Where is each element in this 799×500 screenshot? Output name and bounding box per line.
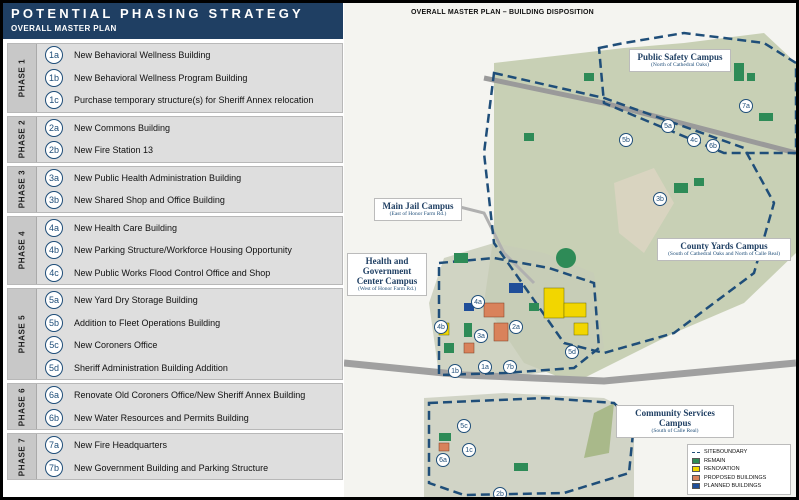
- legend-swatch: [692, 466, 700, 472]
- phase-list: [7, 43, 343, 483]
- phase-item: [37, 357, 342, 380]
- remain-building: [584, 73, 594, 81]
- phase-item: [37, 457, 342, 480]
- remain-jail-hub: [556, 248, 576, 268]
- phase-item: [37, 139, 342, 162]
- phase-item: [37, 289, 342, 312]
- item-badge: 5b: [45, 314, 63, 332]
- item-text: New Public Health Administration Building: [74, 172, 242, 183]
- item-badge: 1a: [45, 46, 63, 64]
- remain-building: [734, 63, 744, 81]
- item-text: New Shared Shop and Office Building: [74, 195, 225, 206]
- renovation-building: [564, 303, 586, 317]
- map-badge-7b: 7b: [503, 360, 517, 374]
- item-badge: 2a: [45, 119, 63, 137]
- map-badge-5a: 5a: [661, 119, 675, 133]
- map-badge-2b: 2b: [493, 487, 507, 497]
- proposed-building: [464, 343, 474, 353]
- proposed-building: [494, 323, 508, 341]
- phase-item: [37, 44, 342, 67]
- map-badge-1a: 1a: [478, 360, 492, 374]
- item-badge: 1c: [45, 91, 63, 109]
- phase-label: PHASE 3: [8, 167, 37, 212]
- callout-community: Community Services Campus (South of Calle Real): [616, 405, 734, 438]
- legend-item: RENOVATION: [692, 465, 786, 474]
- item-badge: 3a: [45, 169, 63, 187]
- planned-building: [509, 283, 523, 293]
- phase-label: PHASE 2: [8, 117, 37, 162]
- item-text: New Yard Dry Storage Building: [74, 295, 198, 306]
- phase-item: [37, 434, 342, 457]
- phase-1: [7, 43, 343, 113]
- map-badge-4b: 4b: [434, 320, 448, 334]
- phase-label: PHASE 5: [8, 289, 37, 379]
- proposed-building: [439, 443, 449, 451]
- map-badge-3b: 3b: [653, 192, 667, 206]
- legend-item: PLANNED BUILDINGS: [692, 482, 786, 491]
- legend-line: [692, 452, 700, 453]
- map-badge-2a: 2a: [509, 320, 523, 334]
- renovation-building: [544, 288, 564, 318]
- remain-building: [439, 433, 451, 441]
- proposed-building: [484, 303, 504, 317]
- phase-2: [7, 116, 343, 163]
- item-badge: 1b: [45, 69, 63, 87]
- item-text: New Fire Station 13: [74, 145, 154, 156]
- phase-3: [7, 166, 343, 213]
- phase-item: [37, 189, 342, 212]
- item-badge: 7a: [45, 436, 63, 454]
- item-text: New Coroners Office: [74, 340, 158, 351]
- phase-label: PHASE 4: [8, 217, 37, 285]
- phase-item: [37, 262, 342, 285]
- page-frame: [3, 3, 796, 497]
- map-badge-6a: 6a: [436, 453, 450, 467]
- phase-label: PHASE 6: [8, 384, 37, 429]
- legend-swatch: [692, 458, 700, 464]
- page-subtitle: OVERALL MASTER PLAN: [11, 24, 117, 33]
- callout-main-jail: Main Jail Campus (East of Honor Farm Rd.): [374, 198, 462, 221]
- remain-building: [444, 343, 454, 353]
- item-text: New Parking Structure/Workforce Housing Opportunity: [74, 245, 292, 256]
- legend-swatch: [692, 475, 700, 481]
- item-text: New Behavioral Wellness Program Building: [74, 72, 248, 83]
- phase-4: [7, 216, 343, 286]
- remain-building: [694, 178, 704, 186]
- item-badge: 4b: [45, 241, 63, 259]
- item-badge: 2b: [45, 141, 63, 159]
- map-badge-1c: 1c: [462, 443, 476, 457]
- item-text: New Health Care Building: [74, 222, 178, 233]
- phase-label: PHASE 7: [8, 434, 37, 479]
- item-badge: 5a: [45, 291, 63, 309]
- item-badge: 5d: [45, 359, 63, 377]
- item-badge: 5c: [45, 336, 63, 354]
- remain-building: [529, 303, 539, 311]
- item-text: New Fire Headquarters: [74, 440, 168, 451]
- remain-building: [524, 133, 534, 141]
- item-text: New Public Works Flood Control Office and Shop: [74, 267, 271, 278]
- phase-item: [37, 117, 342, 140]
- callout-public-safety: Public Safety Campus (North of Cathedral Oaks): [629, 49, 731, 72]
- map-badge-3a: 3a: [474, 329, 488, 343]
- map-badge-4c: 4c: [687, 133, 701, 147]
- renovation-building: [574, 323, 588, 335]
- item-text: New Government Building and Parking Structure: [74, 462, 269, 473]
- item-text: New Water Resources and Permits Building: [74, 412, 249, 423]
- callout-health-gov: Health and Government Center Campus (West of Honor Farm Rd.): [347, 253, 427, 296]
- map-legend: [687, 444, 791, 495]
- remain-building: [454, 253, 468, 263]
- map-badge-5c: 5c: [457, 419, 471, 433]
- phase-7: [7, 433, 343, 480]
- map-badge-1b: 1b: [448, 364, 462, 378]
- legend-item: SITEBOUNDARY: [692, 448, 786, 457]
- phase-item: [37, 384, 342, 407]
- phase-item: [37, 239, 342, 262]
- map-badge-5d: 5d: [565, 345, 579, 359]
- phase-label: PHASE 1: [8, 44, 37, 112]
- item-text: New Behavioral Wellness Building: [74, 50, 211, 61]
- item-text: New Commons Building: [74, 122, 171, 133]
- item-text: Purchase temporary structure(s) for Sheriff Annex relocation: [74, 95, 314, 106]
- legend-swatch: [692, 483, 700, 489]
- map-badge-5b: 5b: [619, 133, 633, 147]
- map-badge-7a: 7a: [739, 99, 753, 113]
- callout-county-yards: County Yards Campus (South of Cathedral Oaks and North of Calle Real): [657, 238, 791, 261]
- item-badge: 7b: [45, 459, 63, 477]
- item-badge: 4c: [45, 264, 63, 282]
- item-text: Sheriff Administration Building Addition: [74, 362, 228, 373]
- remain-building: [759, 113, 773, 121]
- phase-item: [37, 312, 342, 335]
- phase-5: [7, 288, 343, 380]
- item-badge: 3b: [45, 191, 63, 209]
- remain-building: [464, 323, 472, 337]
- phase-item: [37, 89, 342, 112]
- map-badge-6b: 6b: [706, 139, 720, 153]
- map-title: OVERALL MASTER PLAN – BUILDING DISPOSITION: [411, 9, 594, 16]
- phasing-header: [3, 3, 343, 39]
- item-badge: 6a: [45, 386, 63, 404]
- site-map: [344, 3, 796, 497]
- item-badge: 6b: [45, 409, 63, 427]
- phase-6: [7, 383, 343, 430]
- item-text: Addition to Fleet Operations Building: [74, 317, 221, 328]
- phase-item: [37, 407, 342, 430]
- legend-item: REMAIN: [692, 457, 786, 466]
- remain-building: [747, 73, 755, 81]
- map-badge-4a: 4a: [471, 295, 485, 309]
- phase-item: [37, 334, 342, 357]
- item-badge: 4a: [45, 219, 63, 237]
- legend-item: PROPOSED BUILDINGS: [692, 474, 786, 483]
- remain-building: [514, 463, 528, 471]
- remain-building: [674, 183, 688, 193]
- phase-item: [37, 217, 342, 240]
- item-text: Renovate Old Coroners Office/New Sheriff Annex Building: [74, 390, 306, 401]
- phase-item: [37, 67, 342, 90]
- page-title: POTENTIAL PHASING STRATEGY: [11, 6, 304, 21]
- phase-item: [37, 167, 342, 190]
